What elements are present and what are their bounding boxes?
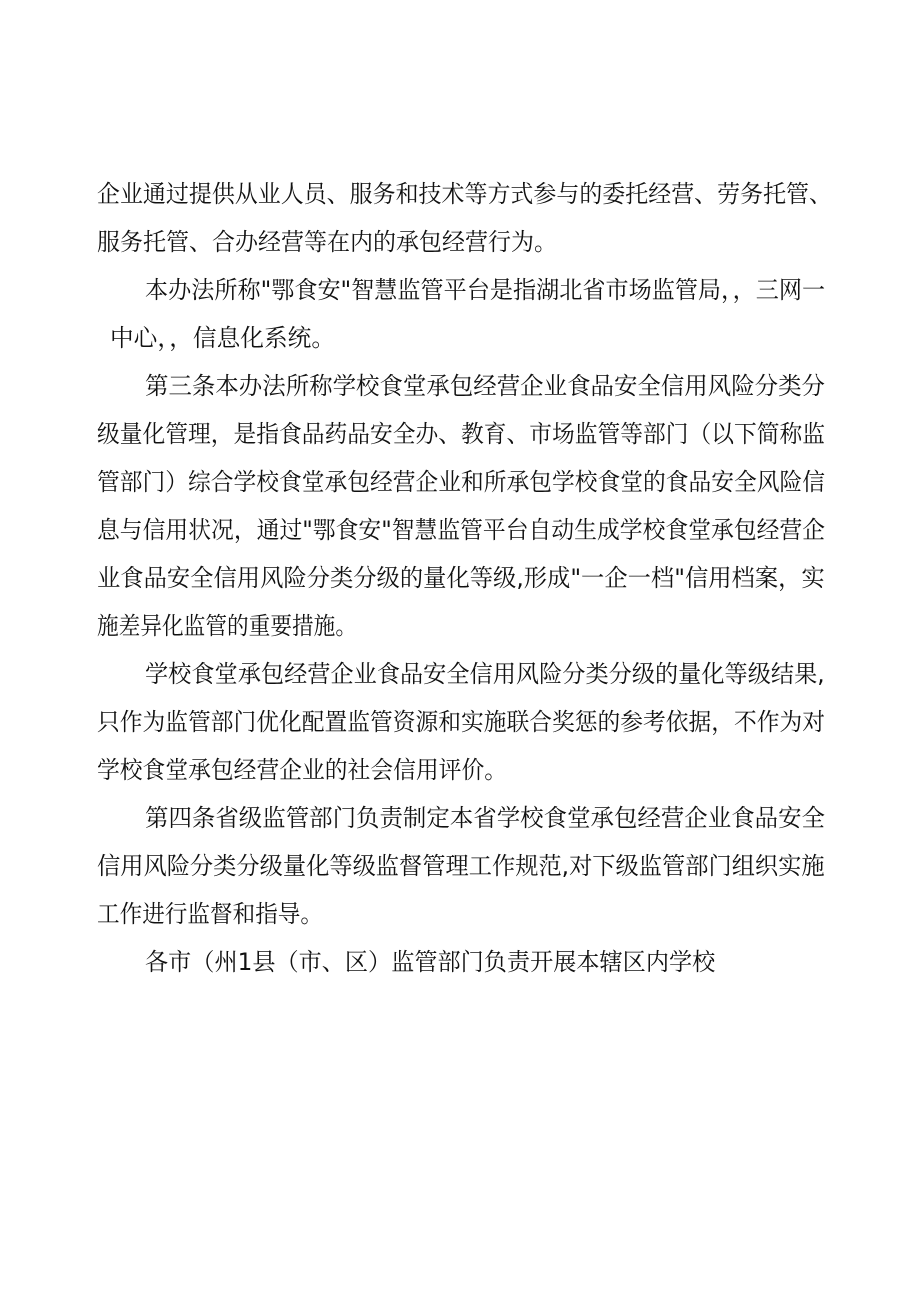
text-line-8: 息与信用状况，通过"鄂食安"智慧监管平台自动生成学校食堂承包经营企 (97, 516, 826, 544)
text-line-4: 中心，，信息化系统。 (110, 324, 335, 352)
text-line-12: 只作为监管部门优化配置监管资源和实施联合奖惩的参考依据，不作为对 (97, 708, 825, 736)
text-line-17: 各市（州1县（市、区）监管部门负责开展本辖区内学校 (145, 948, 716, 976)
text-line-6: 级量化管理，是指食品药品安全办、教育、市场监管等部门（以下简称监 (97, 420, 825, 448)
text-line-13: 学校食堂承包经营企业的社会信用评价。 (97, 756, 507, 784)
text-line-5: 第三条本办法所称学校食堂承包经营企业食品安全信用风险分类分 (145, 372, 825, 400)
text-line-3: 本办法所称"鄂食安"智慧监管平台是指湖北省市场监管局，，三网一 (145, 276, 826, 304)
text-line-2: 服务托管、合办经营等在内的承包经营行为。 (97, 228, 557, 256)
text-line-10: 施差异化监管的重要措施。 (97, 612, 357, 640)
text-line-11: 学校食堂承包经营企业食品安全信用风险分类分级的量化等级结果, (145, 660, 825, 688)
text-line-1: 企业通过提供从业人员、服务和技术等方式参与的委托经营、劳务托管、 (97, 180, 832, 208)
text-line-14: 第四条省级监管部门负责制定本省学校食堂承包经营企业食品安全 (145, 804, 825, 832)
text-line-7: 管部门）综合学校食堂承包经营企业和所承包学校食堂的食品安全风险信 (97, 468, 825, 496)
text-line-9: 业食品安全信用风险分类分级的量化等级,形成"一企一档"信用档案，实 (97, 564, 825, 592)
text-line-16: 工作进行监督和指导。 (97, 900, 323, 928)
text-line-15: 信用风险分类分级量化等级监督管理工作规范,对下级监管部门组织实施 (97, 852, 825, 880)
